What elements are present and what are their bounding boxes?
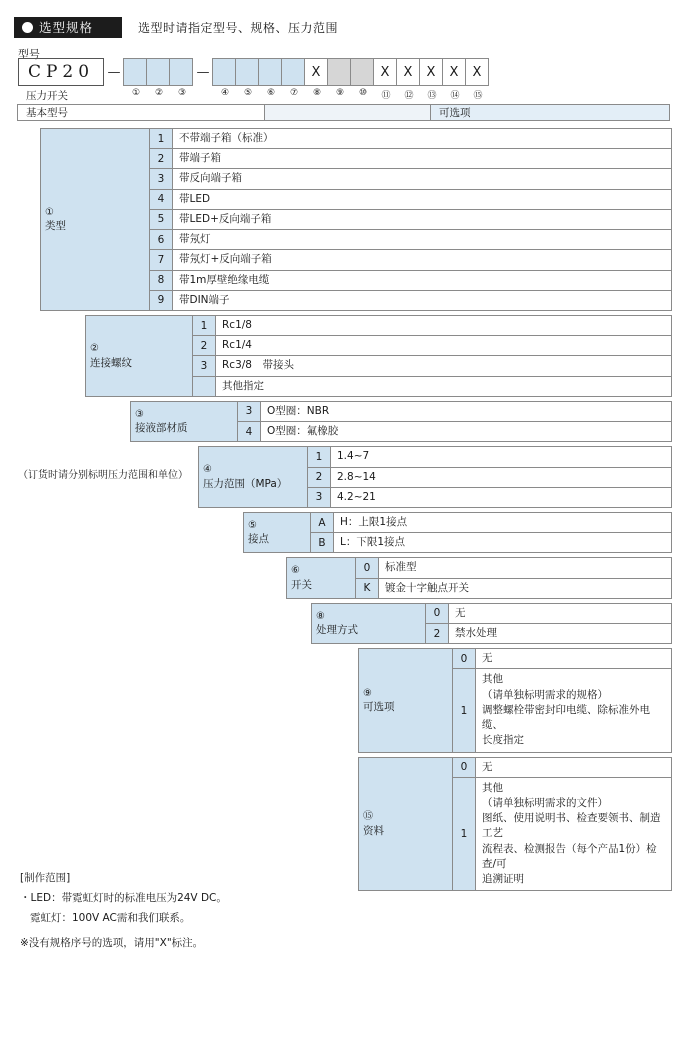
spec-group-index: ⑤ [248,519,257,531]
section-badge-label: 选型规格 [39,20,94,35]
spec-row-description: O型圈：氟橡胶 [260,421,672,442]
spec-group-name-④ [198,446,308,508]
spec-row-code: 2 [192,335,216,356]
model-cell-4 [212,58,236,86]
model-index-2: ② [154,88,164,98]
model-number-label: 型号 [18,48,40,61]
model-cell-7 [281,58,305,86]
spec-row-code: 2 [307,467,331,488]
spec-group-label: 接点 [248,533,269,546]
spec-group-label: 处理方式 [316,624,358,637]
spec-row-code: B [310,532,334,553]
spec-row-column [238,401,672,442]
spec-row-column [453,648,672,752]
spec-row-description: 带1m厚壁绝缘电缆 [172,270,672,291]
spec-row-description: 镀金十字触点开关 [378,578,672,599]
spec-row-code: 7 [149,249,173,270]
spec-row [311,512,672,533]
spec-row-column [150,128,672,311]
spec-group-label: 压力范围（MPa） [203,477,288,490]
spec-indent-spacer [18,401,130,442]
spec-group-③ [18,401,672,442]
spec-indent-spacer [18,603,311,644]
spec-row-description: Rc1/8 [215,315,672,336]
spec-row [150,229,672,250]
spec-row-description: H：上限1接点 [333,512,672,533]
spec-row-code: A [310,512,334,533]
spec-row [426,623,672,644]
spec-row-code: 0 [452,757,476,778]
spec-group-label: 接液部材质 [135,422,188,435]
spec-row-description: 带LED+反向端子箱 [172,209,672,230]
spec-row-code: 8 [149,270,173,291]
spec-row-description: O型圈：NBR [260,401,672,422]
spec-group-name-⑨ [358,648,453,752]
spec-indent-spacer [18,557,286,598]
model-cell-11: X [373,58,397,86]
model-cell-3 [169,58,193,86]
spec-row [150,168,672,189]
spec-row [453,668,672,752]
spec-group-⑨ [18,648,672,752]
model-cell-15: X [465,58,489,86]
spec-group-① [18,128,672,311]
spec-row [150,189,672,210]
spec-row [238,421,672,442]
spec-row-code: 3 [237,401,261,422]
model-index-10: ⑩ [358,88,368,98]
spec-group-name-② [85,315,193,397]
spec-row-description: 其他 （请单独标明需求的文件） 图纸、使用说明书、检查要领书、制造工艺 流程表、检测报告（每个产品1份）检查/可 追溯证明 [475,777,672,892]
spec-row-description: 无 [448,603,672,624]
model-index-12: ⑫ [404,91,414,101]
spec-row-code: K [355,578,379,599]
model-index-3: ③ [177,88,187,98]
spec-group-label: 开关 [291,578,312,591]
model-dash-2: — [196,64,210,80]
spec-row [356,557,672,578]
spec-table [18,128,672,891]
model-index-9: ⑨ [335,88,345,98]
spec-row-code: 3 [307,487,331,508]
spec-row [426,603,672,624]
spec-group-index: ⑨ [363,687,372,699]
model-index-14: ⑭ [450,91,460,101]
spec-row-description: 带端子箱 [172,148,672,169]
model-cell-2 [146,58,170,86]
spec-row-description: 禁水处理 [448,623,672,644]
spec-group-label: 可选项 [363,701,395,714]
footer-line-2: 霓虹灯：100V AC需和我们联系。 [30,911,191,924]
spec-row-code: 2 [149,148,173,169]
model-cell-1 [123,58,147,86]
spec-row-description: 无 [475,757,672,778]
spec-indent-spacer [18,128,40,311]
spec-group-label: 类型 [45,220,66,233]
spec-indent-spacer [18,648,358,752]
spec-row [150,270,672,291]
spec-row [308,446,672,467]
spec-row-code: 4 [149,189,173,210]
model-cell-group-a [124,58,193,86]
model-index-4: ④ [220,88,230,98]
bar-basic-model: 基本型号 [17,104,265,121]
spec-row-code: 1 [452,777,476,892]
spec-row-column [193,315,672,397]
spec-row-description: 4.2~21 [330,487,672,508]
switch-type-label: 压力开关 [26,90,68,102]
spec-group-index: ⑧ [316,610,325,622]
model-index-11: ⑪ [381,91,391,101]
spec-row-column [356,557,672,598]
spec-group-⑥ [18,557,672,598]
model-cell-13: X [419,58,443,86]
model-index-13: ⑬ [427,91,437,101]
pressure-range-note: （订货时请分别标明压力范围和单位） [18,469,188,481]
spec-group-label: 连接螺纹 [90,356,132,369]
model-cell-8: X [304,58,328,86]
spec-row [308,467,672,488]
model-cell-6 [258,58,282,86]
model-dash-1: — [107,64,121,80]
footer-line-1: ・LED：带霓虹灯时的标准电压为24V DC。 [20,891,227,904]
spec-row-code: 3 [192,355,216,376]
spec-row-description: 其他 （请单独标明需求的规格） 调整螺栓带密封印电缆、除标准外电缆、 长度指定 [475,668,672,752]
model-cell-10 [350,58,374,86]
spec-group-name-① [40,128,150,311]
spec-row-description: 2.8~14 [330,467,672,488]
model-code-row [18,58,672,86]
model-cell-14: X [442,58,466,86]
spec-row [150,249,672,270]
spec-row-code: 1 [452,668,476,752]
spec-row-column [308,446,672,508]
spec-row-code [192,376,216,397]
spec-row-description: Rc3/8 带接头 [215,355,672,376]
spec-row-description: 带氖灯+反向端子箱 [172,249,672,270]
spec-row-description: 带氖灯 [172,229,672,250]
spec-row-description: Rc1/4 [215,335,672,356]
spec-row-code: 1 [307,446,331,467]
spec-group-⑧ [18,603,672,644]
spec-row-description: 无 [475,648,672,669]
spec-group-④ [18,446,672,508]
spec-row [308,487,672,508]
spec-row [193,355,672,376]
section-badge [14,17,122,38]
model-index-7: ⑦ [289,88,299,98]
spec-row-description: 带反向端子箱 [172,168,672,189]
spec-row [311,532,672,553]
spec-row-description: L：下限1接点 [333,532,672,553]
spec-row-code: 0 [355,557,379,578]
model-cell-12: X [396,58,420,86]
spec-indent-spacer [18,512,243,553]
bar-optional: 可选项 [430,104,670,121]
spec-row-description: 1.4~7 [330,446,672,467]
spec-row-code: 6 [149,229,173,250]
spec-row [238,401,672,422]
model-cell-5 [235,58,259,86]
model-category-bars [18,104,672,121]
model-index-15: ⑮ [473,91,483,101]
spec-row-code: 1 [192,315,216,336]
model-cell-group-b [213,58,489,86]
spec-group-name-③ [130,401,238,442]
spec-group-name-⑤ [243,512,311,553]
spec-row-column [311,512,672,553]
spec-row [150,209,672,230]
bullet-icon [22,22,33,33]
spec-group-② [18,315,672,397]
spec-group-⑤ [18,512,672,553]
spec-row [193,335,672,356]
footer-line-3: ※没有规格序号的选项，请用"X"标注。 [20,937,204,949]
model-index-8: ⑧ [312,88,322,98]
spec-group-index: ③ [135,408,144,420]
spec-row [356,578,672,599]
spec-group-name-⑧ [311,603,426,644]
spec-row-description: 其他指定 [215,376,672,397]
model-cell-9 [327,58,351,86]
spec-row [193,376,672,397]
page-header [14,16,686,38]
spec-group-name-⑥ [286,557,356,598]
spec-row [150,290,672,311]
model-index-row [18,88,672,102]
section-subtitle: 选型时请指定型号、规格、压力范围 [138,20,339,35]
model-index-6: ⑥ [266,88,276,98]
spec-row-code: 2 [425,623,449,644]
spec-group-index: ① [45,206,54,218]
spec-row-code: 5 [149,209,173,230]
model-index-1: ① [131,88,141,98]
spec-row-code: 4 [237,421,261,442]
spec-row-description: 带LED [172,189,672,210]
spec-row [193,315,672,336]
spec-row [150,128,672,149]
spec-row-code: 9 [149,290,173,311]
spec-row [453,757,672,778]
spec-row-description: 带DIN端子 [172,290,672,311]
spec-group-label: 资料 [363,824,384,837]
spec-row-column [426,603,672,644]
spec-group-index: ② [90,343,99,355]
footer-notes [20,870,660,930]
spec-row-code: 3 [149,168,173,189]
spec-row [150,148,672,169]
spec-group-index: ④ [203,464,212,476]
spec-row-description: 不带端子箱（标准） [172,128,672,149]
spec-row-code: 0 [452,648,476,669]
bar-middle [264,104,431,121]
model-index-5: ⑤ [243,88,253,98]
spec-row-code: 1 [149,128,173,149]
spec-group-index: ⑮ [363,811,373,823]
spec-row-code: 0 [425,603,449,624]
spec-indent-spacer [18,315,85,397]
spec-group-index: ⑥ [291,565,300,577]
spec-row-description: 标准型 [378,557,672,578]
footer-title: [制作范围] [20,872,71,884]
spec-row [453,648,672,669]
model-prefix-box: CP20 [18,58,104,86]
